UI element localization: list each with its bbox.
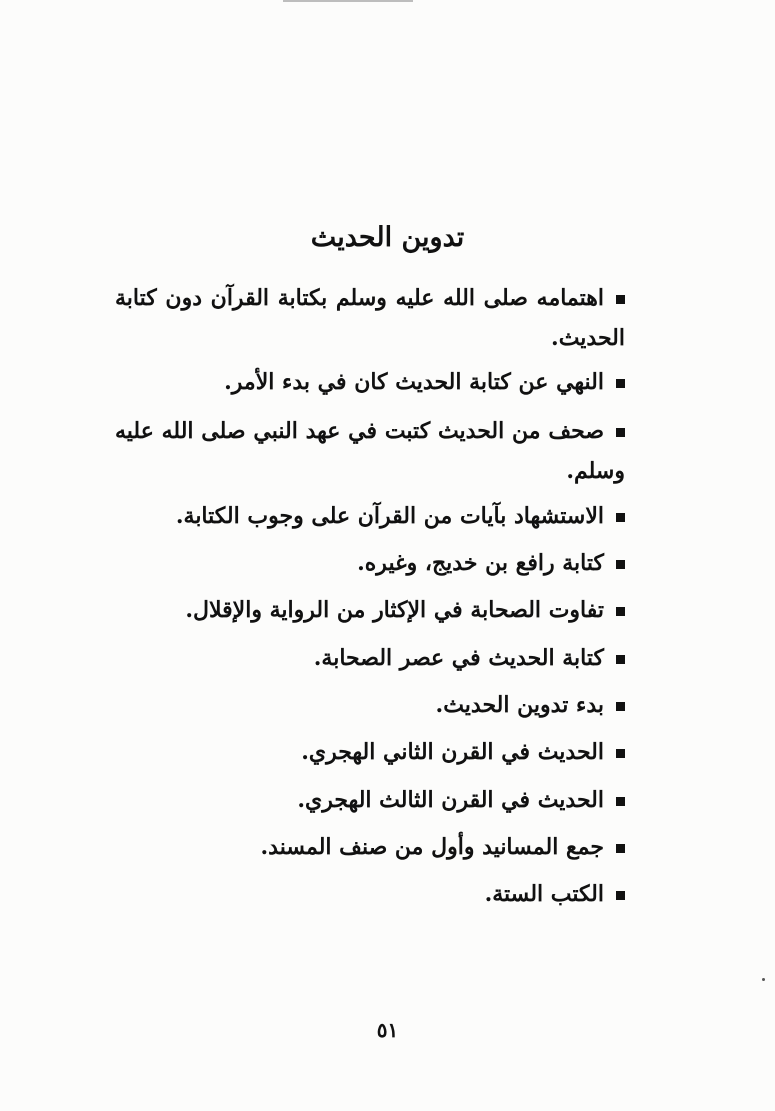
list-item-text: الكتب الستة. bbox=[484, 881, 604, 907]
square-bullet-icon bbox=[616, 607, 625, 616]
square-bullet-icon bbox=[616, 797, 625, 806]
list-item-text: الحديث في القرن الثالث الهجري. bbox=[297, 787, 604, 813]
list-item-text: بدء تدوين الحديث. bbox=[435, 692, 604, 718]
square-bullet-icon bbox=[616, 295, 625, 304]
list-item bbox=[115, 411, 625, 491]
list-item-text: جمع المسانيد وأول من صنف المسند. bbox=[260, 834, 604, 860]
square-bullet-icon bbox=[616, 844, 625, 853]
list-item bbox=[297, 780, 625, 820]
list-item bbox=[261, 827, 625, 867]
list-item-text: الحديث في القرن الثاني الهجري. bbox=[301, 739, 604, 765]
list-item-text: تفاوت الصحابة في الإكثار من الرواية والإقلال. bbox=[185, 597, 604, 623]
list-item bbox=[485, 874, 625, 914]
list-item bbox=[185, 590, 625, 630]
square-bullet-icon bbox=[616, 428, 625, 437]
square-bullet-icon bbox=[616, 891, 625, 900]
list-item bbox=[176, 496, 625, 536]
list-item bbox=[314, 638, 625, 678]
list-item bbox=[115, 278, 625, 358]
square-bullet-icon bbox=[616, 379, 625, 388]
scan-speck bbox=[762, 978, 765, 981]
square-bullet-icon bbox=[616, 513, 625, 522]
square-bullet-icon bbox=[616, 655, 625, 664]
list-item bbox=[224, 362, 625, 402]
list-item bbox=[357, 543, 625, 583]
list-item-text: كتابة رافع بن خديج، وغيره. bbox=[357, 550, 604, 576]
list-item-text: النهي عن كتابة الحديث كان في بدء الأمر. bbox=[224, 369, 604, 395]
square-bullet-icon bbox=[616, 702, 625, 711]
square-bullet-icon bbox=[616, 749, 625, 758]
list-item-text: الاستشهاد بآيات من القرآن على وجوب الكتابة. bbox=[175, 503, 604, 529]
list-item-text: صحف من الحديث كتبت في عهد النبي صلى الله عليه وسلم. bbox=[115, 418, 625, 484]
list-item bbox=[301, 732, 625, 772]
list-item bbox=[436, 685, 625, 725]
page-title: تدوين الحديث bbox=[310, 222, 465, 253]
square-bullet-icon bbox=[616, 560, 625, 569]
list-item-text: كتابة الحديث في عصر الصحابة. bbox=[313, 645, 604, 671]
list-item-text: اهتمامه صلى الله عليه وسلم بكتابة القرآن دون كتابة الحديث. bbox=[115, 285, 625, 351]
page-number: ٥١ bbox=[376, 1018, 399, 1042]
